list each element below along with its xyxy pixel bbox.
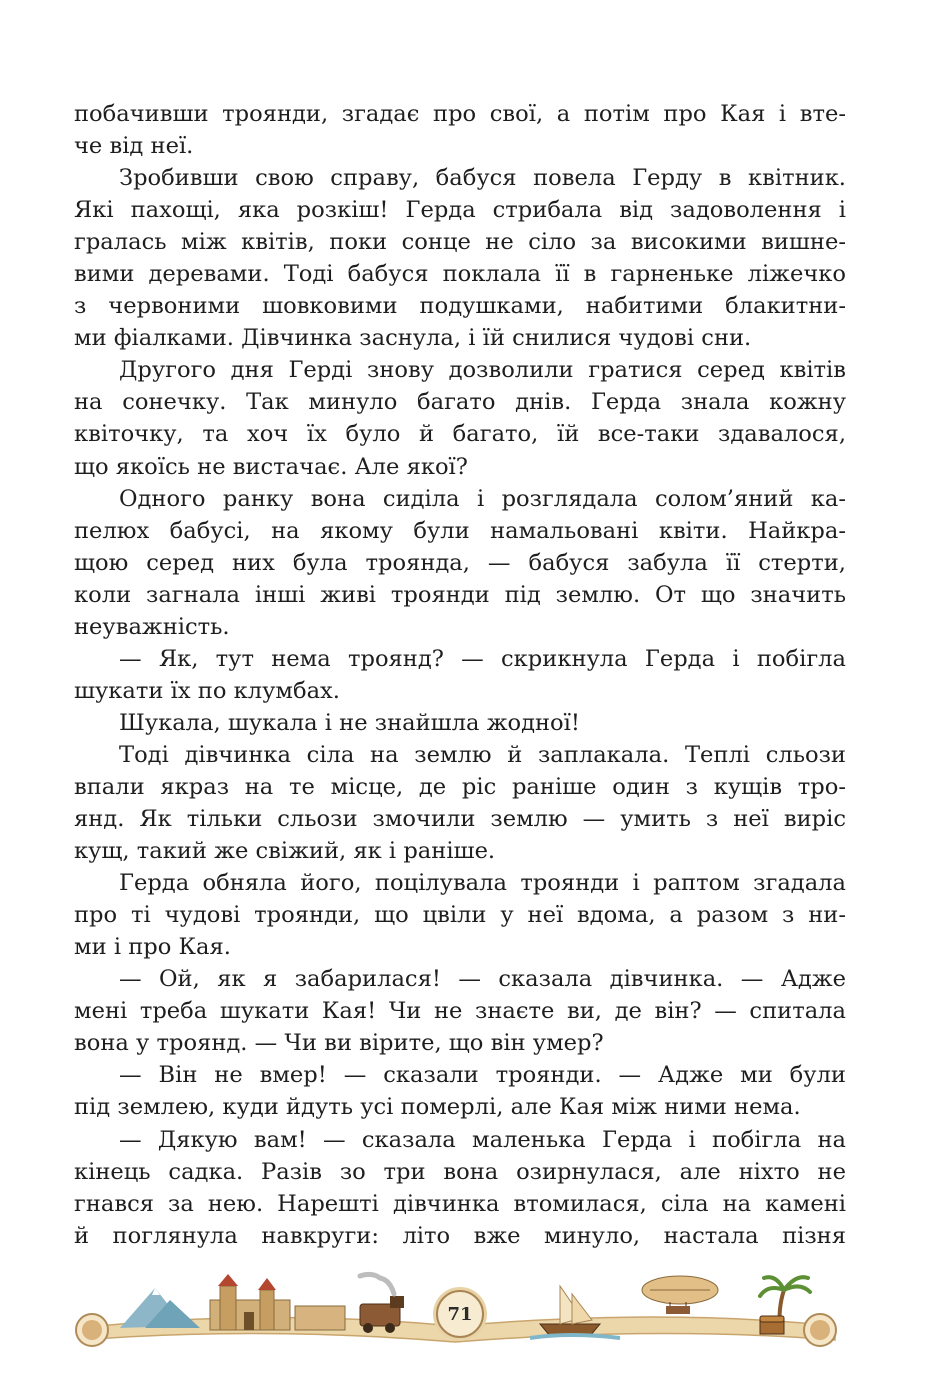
airship-icon [642, 1276, 718, 1314]
text-line: під землею, куди йдуть усі померлі, але Кая між ними нема. [74, 1094, 801, 1121]
page-number: 71 [436, 1290, 484, 1338]
treasure-chest-icon [760, 1316, 784, 1334]
text-line: й поглянула навкруги: літо вже минуло, настала пізня [74, 1222, 846, 1249]
text-line: неуважність. [74, 613, 230, 640]
text-body [74, 98, 846, 1252]
text-line: Другого дня Герді знову дозволили гратися серед квітів [119, 357, 846, 384]
text-line: кущ, такий же свіжий, як і раніше. [74, 838, 496, 865]
text-line: — Дякую вам! — сказала маленька Герда і побігла на [119, 1126, 846, 1153]
text-line: пелюх бабусі, на якому були намальовані квіти. Найкра- [74, 517, 846, 544]
right-ornament-circle [804, 1314, 836, 1346]
text-line: Шукала, шукала і не знайшла жодної! [119, 709, 580, 736]
text-line: щою серед них була троянда, — бабуся забула її стерти, [74, 549, 846, 576]
text-line: побачивши троянди, згадає про свої, а потім про Кая і вте- [74, 101, 846, 127]
text-line: Тоді дівчинка сіла на землю й заплакала. Теплі сльози [119, 741, 846, 768]
text-line: вими деревами. Тоді бабуся поклала її в гарненьке ліжечко [74, 261, 846, 288]
text-line: квіточку, та хоч їх було й багато, їй все-таки здавалося, [74, 421, 846, 448]
text-line: з червоними шовковими подушками, набитими блакитни- [74, 293, 846, 320]
text-line: Одного ранку вона сиділа і розглядала солом’яний ка- [119, 485, 846, 512]
text-line: Які пахощі, яка розкіш! Герда стрибала від задоволення і [74, 197, 846, 224]
text-line: — Як, тут нема троянд? — скрикнула Герда і побігла [119, 645, 846, 672]
mountain-icon [120, 1288, 200, 1328]
text-line: янд. Як тільки сльози змочили землю — умить з неї виріс [74, 806, 846, 833]
text-line: шукати їх по клумбах. [74, 677, 340, 704]
text-line: — Він не вмер! — сказали троянди. — Адже ми були [119, 1062, 846, 1089]
text-line: вона у троянд. — Чи ви вірите, що він умер? [74, 1030, 604, 1057]
text-line: — Ой, як я забарилася! — сказала дівчинка. — Адже [119, 966, 846, 993]
text-line: коли загнала інші живі троянди під землю. От що значить [74, 581, 846, 608]
text-line: на сонечку. Так минуло багато днів. Герда знала кожну [74, 389, 846, 416]
text-line: впали якраз на те місце, де ріс раніше один з кущів тро- [74, 773, 846, 800]
text-line: про ті чудові троянди, що цвіли у неї вдома, а разом з ни- [74, 902, 846, 929]
text-line: кінець садка. Разів зо три вона озирнулася, але ніхто не [74, 1158, 846, 1185]
text-line: ми і про Кая. [74, 934, 231, 961]
text-line: гнався за нею. Нарешті дівчинка втомилася, сіла на камені [74, 1190, 846, 1217]
castle-icon [210, 1274, 345, 1330]
text-line: ми фіалками. Дівчинка заснула, і їй снилися чудові сни. [74, 325, 752, 352]
text-line: Герда обняла його, поцілувала троянди і раптом згадала [119, 870, 846, 897]
text-line: Зробивши свою справу, бабуся повела Герду в квітник. [119, 165, 846, 192]
text-line: че від неї. [74, 133, 194, 160]
text-line: що якоїсь не вистачає. Але якої? [74, 453, 468, 480]
text-line: мені треба шукати Кая! Чи не знаєте ви, де він? — спитала [74, 998, 846, 1025]
text-line: гралась між квітів, поки сонце не сіло за високими вишне- [74, 229, 846, 256]
left-ornament-circle [76, 1314, 108, 1346]
train-icon [360, 1274, 404, 1333]
